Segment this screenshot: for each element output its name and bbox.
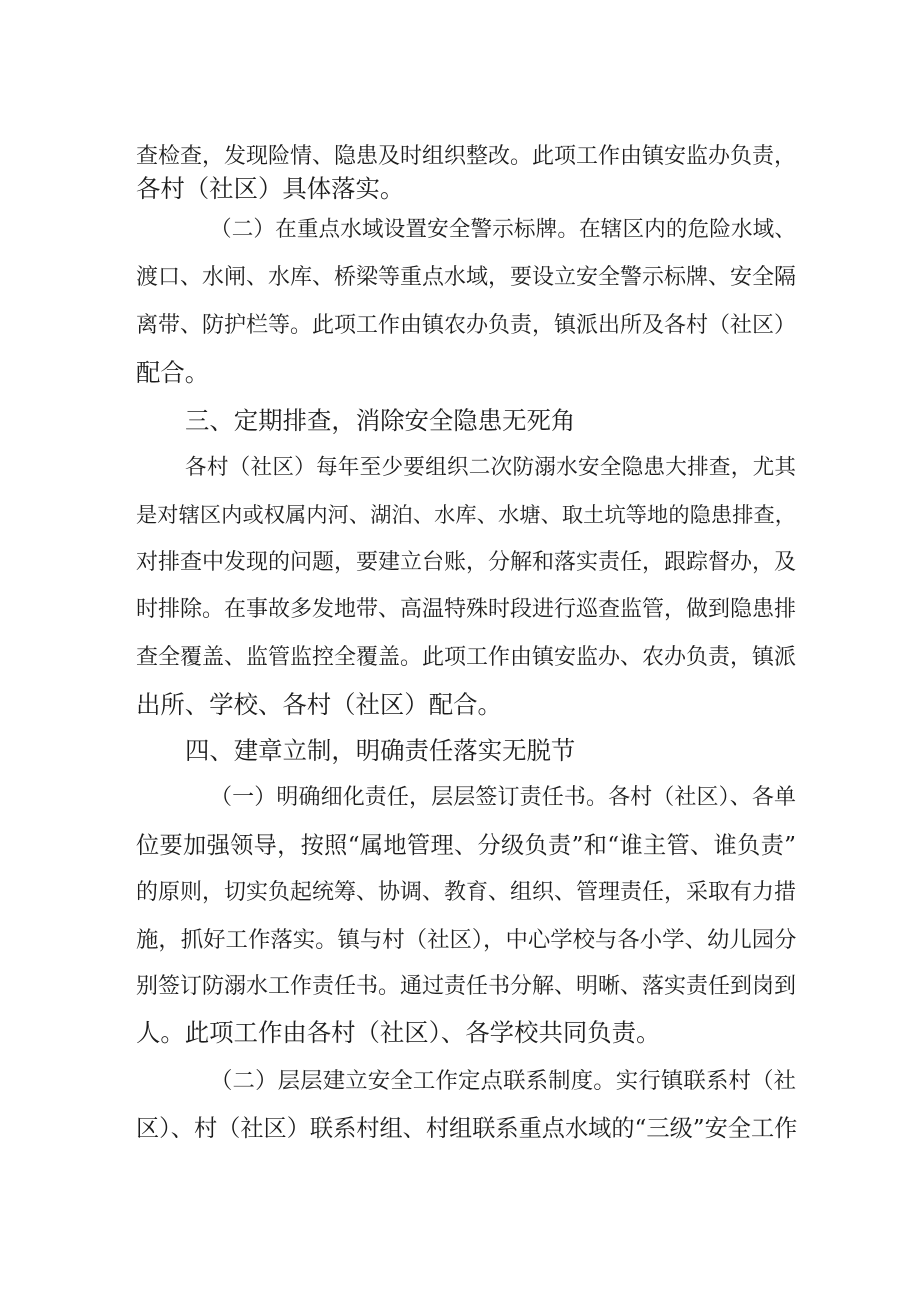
text-line: 各村（社区）具体落实。 <box>136 174 405 203</box>
text-line: 位要加强领导，按照“属地管理、分级负责”和“谁主管、谁负责” <box>136 832 796 859</box>
text-line: 的原则，切实负起统筹、协调、教育、组织、管理责任，采取有力措 <box>136 880 797 905</box>
text-line: 对排查中发现的问题，要建立台账，分解和落实责任，跟踪督办，及 <box>136 550 797 575</box>
text-line: 离带、防护栏等。此项工作由镇农办负责，镇派出所及各村（社区） <box>136 313 797 338</box>
text-line: （二）层层建立安全工作定点联系制度。实行镇联系村（社 <box>210 1068 796 1094</box>
text-line: 施，抓好工作落实。镇与村（社区），中心学校与各小学、幼儿园分 <box>136 927 797 953</box>
text-line: 区）、村（社区）联系村组、村组联系重点水域的“三级”安全工作 <box>136 1115 798 1142</box>
text-line: （二）在重点水域设置安全警示标牌。在辖区内的危险水域、 <box>210 217 796 242</box>
text-line: （一）明确细化责任，层层签订责任书。各村（社区）、各单 <box>210 785 796 810</box>
text-line: 出所、学校、各村（社区）配合。 <box>136 690 502 719</box>
text-line: 渡口、水闸、水库、桥梁等重点水域，要设立安全警示标牌、安全隔 <box>136 265 797 290</box>
text-line: 时排除。在事故多发地带、高温特殊时段进行巡查监管，做到隐患排 <box>136 597 797 622</box>
text-line: 各村（社区）每年至少要组织二次防溺水安全隐患大排查，尤其 <box>185 455 796 480</box>
text-line: 查全覆盖、监管监控全覆盖。此项工作由镇安监办、农办负责，镇派 <box>136 645 797 670</box>
section-heading: 三、定期排查，消除安全隐患无死角 <box>185 406 576 435</box>
section-heading: 四、建章立制，明确责任落实无脱节 <box>185 736 576 765</box>
text-line: 是对辖区内或权属内河、湖泊、水库、水塘、取土坑等地的隐患排查， <box>136 502 796 527</box>
text-line: 别签订防溺水工作责任书。通过责任书分解、明晰、落实责任到岗到 <box>136 974 797 999</box>
text-line: 配合。 <box>136 358 210 387</box>
text-line: 人。此项工作由各村（社区）、各学校共同负责。 <box>136 1018 661 1047</box>
text-line: 查检查，发现险情、隐患及时组织整改。此项工作由镇安监办负责， <box>136 144 797 169</box>
